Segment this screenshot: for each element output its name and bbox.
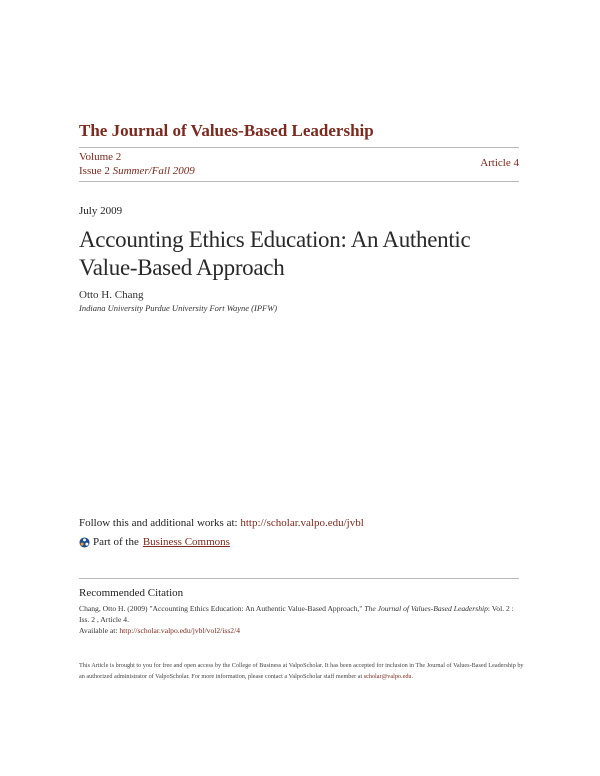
issue-link[interactable] bbox=[79, 165, 195, 177]
follow-prefix: Follow this and additional works at: bbox=[79, 517, 238, 529]
issue-label: Issue 2 bbox=[79, 165, 110, 177]
article-title: Accounting Ethics Education: An Authentic Value-Based Approach bbox=[79, 227, 471, 280]
issue-season: Summer/Fall 2009 bbox=[112, 165, 195, 177]
citation-text bbox=[79, 603, 524, 636]
author-name: Otto H. Chang bbox=[79, 289, 144, 301]
footer-text: This Article is brought to you for free and open access by the College of Business at ValpoScholar. It has been accepted for inclusion in The Journal of Values-Based Leadership by an authorized administrator of ValpoScholar. For more information, please contact a ValpoScholar staff member at bbox=[79, 662, 524, 680]
header-top-rule bbox=[79, 147, 519, 148]
volume-link[interactable]: Volume 2 bbox=[79, 151, 122, 163]
available-prefix: Available at: bbox=[79, 626, 118, 635]
article-url-link[interactable]: http://scholar.valpo.edu/jvbl/vol2/iss2/4 bbox=[119, 626, 241, 635]
publication-date: July 2009 bbox=[79, 205, 123, 217]
collection-url-link[interactable]: http://scholar.valpo.edu/jvbl bbox=[240, 517, 364, 529]
network-icon bbox=[79, 537, 90, 548]
journal-title[interactable]: The Journal of Values-Based Leadership bbox=[79, 121, 374, 140]
header-bottom-rule bbox=[79, 181, 519, 182]
contact-email-link[interactable]: scholar@valpo.edu bbox=[363, 673, 412, 680]
citation-journal: The Journal of Values-Based Leadership bbox=[364, 604, 488, 613]
citation-rule bbox=[79, 578, 519, 579]
part-of-line bbox=[79, 536, 230, 548]
follow-line bbox=[79, 517, 364, 529]
article-number: Article 4 bbox=[480, 157, 519, 169]
footer-note bbox=[79, 660, 524, 682]
footer-period: . bbox=[411, 673, 414, 680]
part-of-prefix: Part of the bbox=[93, 536, 139, 548]
author-affiliation: Indiana University Purdue University Fort Wayne (IPFW) bbox=[79, 303, 278, 313]
citation-suffix: : Vol. 2 : Iss. 2 , Article 4. bbox=[79, 604, 514, 624]
recommended-citation-heading: Recommended Citation bbox=[79, 587, 184, 599]
business-commons-link[interactable]: Business Commons bbox=[142, 536, 230, 548]
citation-prefix: Chang, Otto H. (2009) "Accounting Ethics Education: An Authentic Value-Based Approach," bbox=[79, 604, 363, 613]
